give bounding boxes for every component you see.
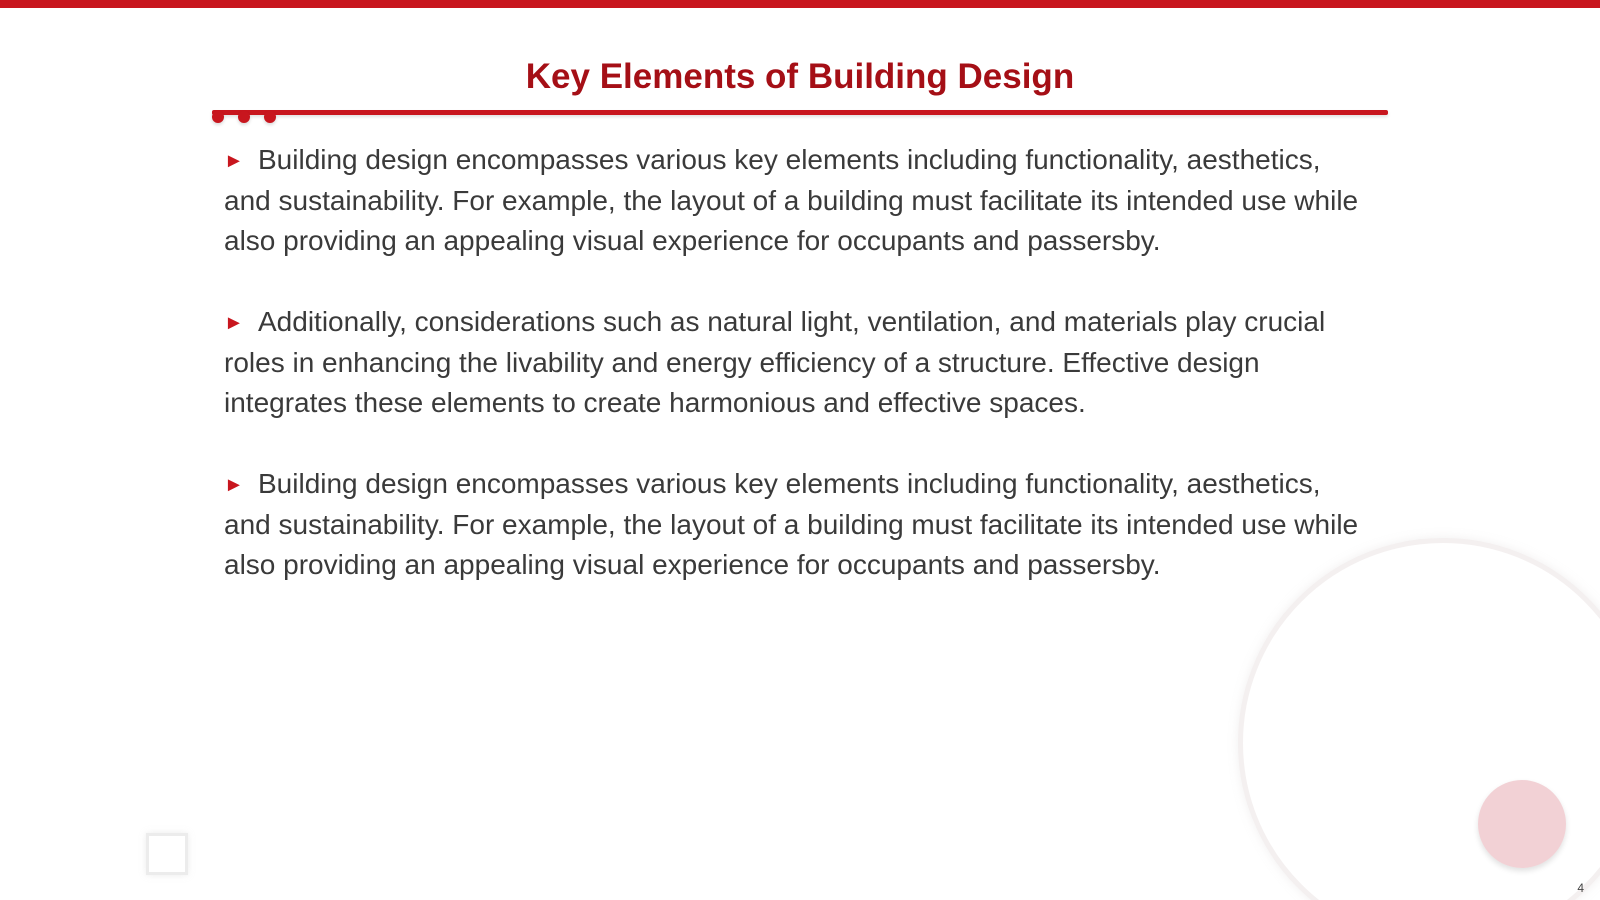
page-number: 4 bbox=[1577, 881, 1584, 895]
bullet-item bbox=[224, 464, 1374, 585]
decorative-square bbox=[146, 833, 188, 875]
title-underline-dots bbox=[212, 111, 282, 125]
bullet-text: Building design encompasses various key elements including functionality, aesthetics, and sustainability. For example, the layout of a building must facilitate its intended use while also providing an appealing visual experience for occupants and passersby. bbox=[224, 144, 1359, 256]
decorative-dot bbox=[212, 111, 224, 123]
bullet-item bbox=[224, 302, 1374, 423]
bullet-text: Building design encompasses various key elements including functionality, aesthetics, and sustainability. For example, the layout of a building must facilitate its intended use while also providing an appealing visual experience for occupants and passersby. bbox=[224, 468, 1359, 580]
bullet-list bbox=[224, 140, 1374, 626]
decorative-dot bbox=[238, 111, 250, 123]
triangle-right-icon: ► bbox=[224, 474, 244, 496]
triangle-right-icon: ► bbox=[224, 312, 244, 334]
decorative-circle bbox=[1478, 780, 1566, 868]
decorative-dot bbox=[264, 111, 276, 123]
bullet-item bbox=[224, 140, 1374, 261]
slide-title: Key Elements of Building Design bbox=[525, 57, 1075, 96]
title-underline bbox=[212, 110, 1388, 115]
triangle-right-icon: ► bbox=[224, 150, 244, 172]
bullet-text: Additionally, considerations such as natural light, ventilation, and materials play crucial roles in enhancing the livability and energy efficiency of a structure. Effective design integrates these elements to create harmonious and effective spaces. bbox=[224, 306, 1326, 418]
top-accent-bar bbox=[0, 0, 1600, 8]
